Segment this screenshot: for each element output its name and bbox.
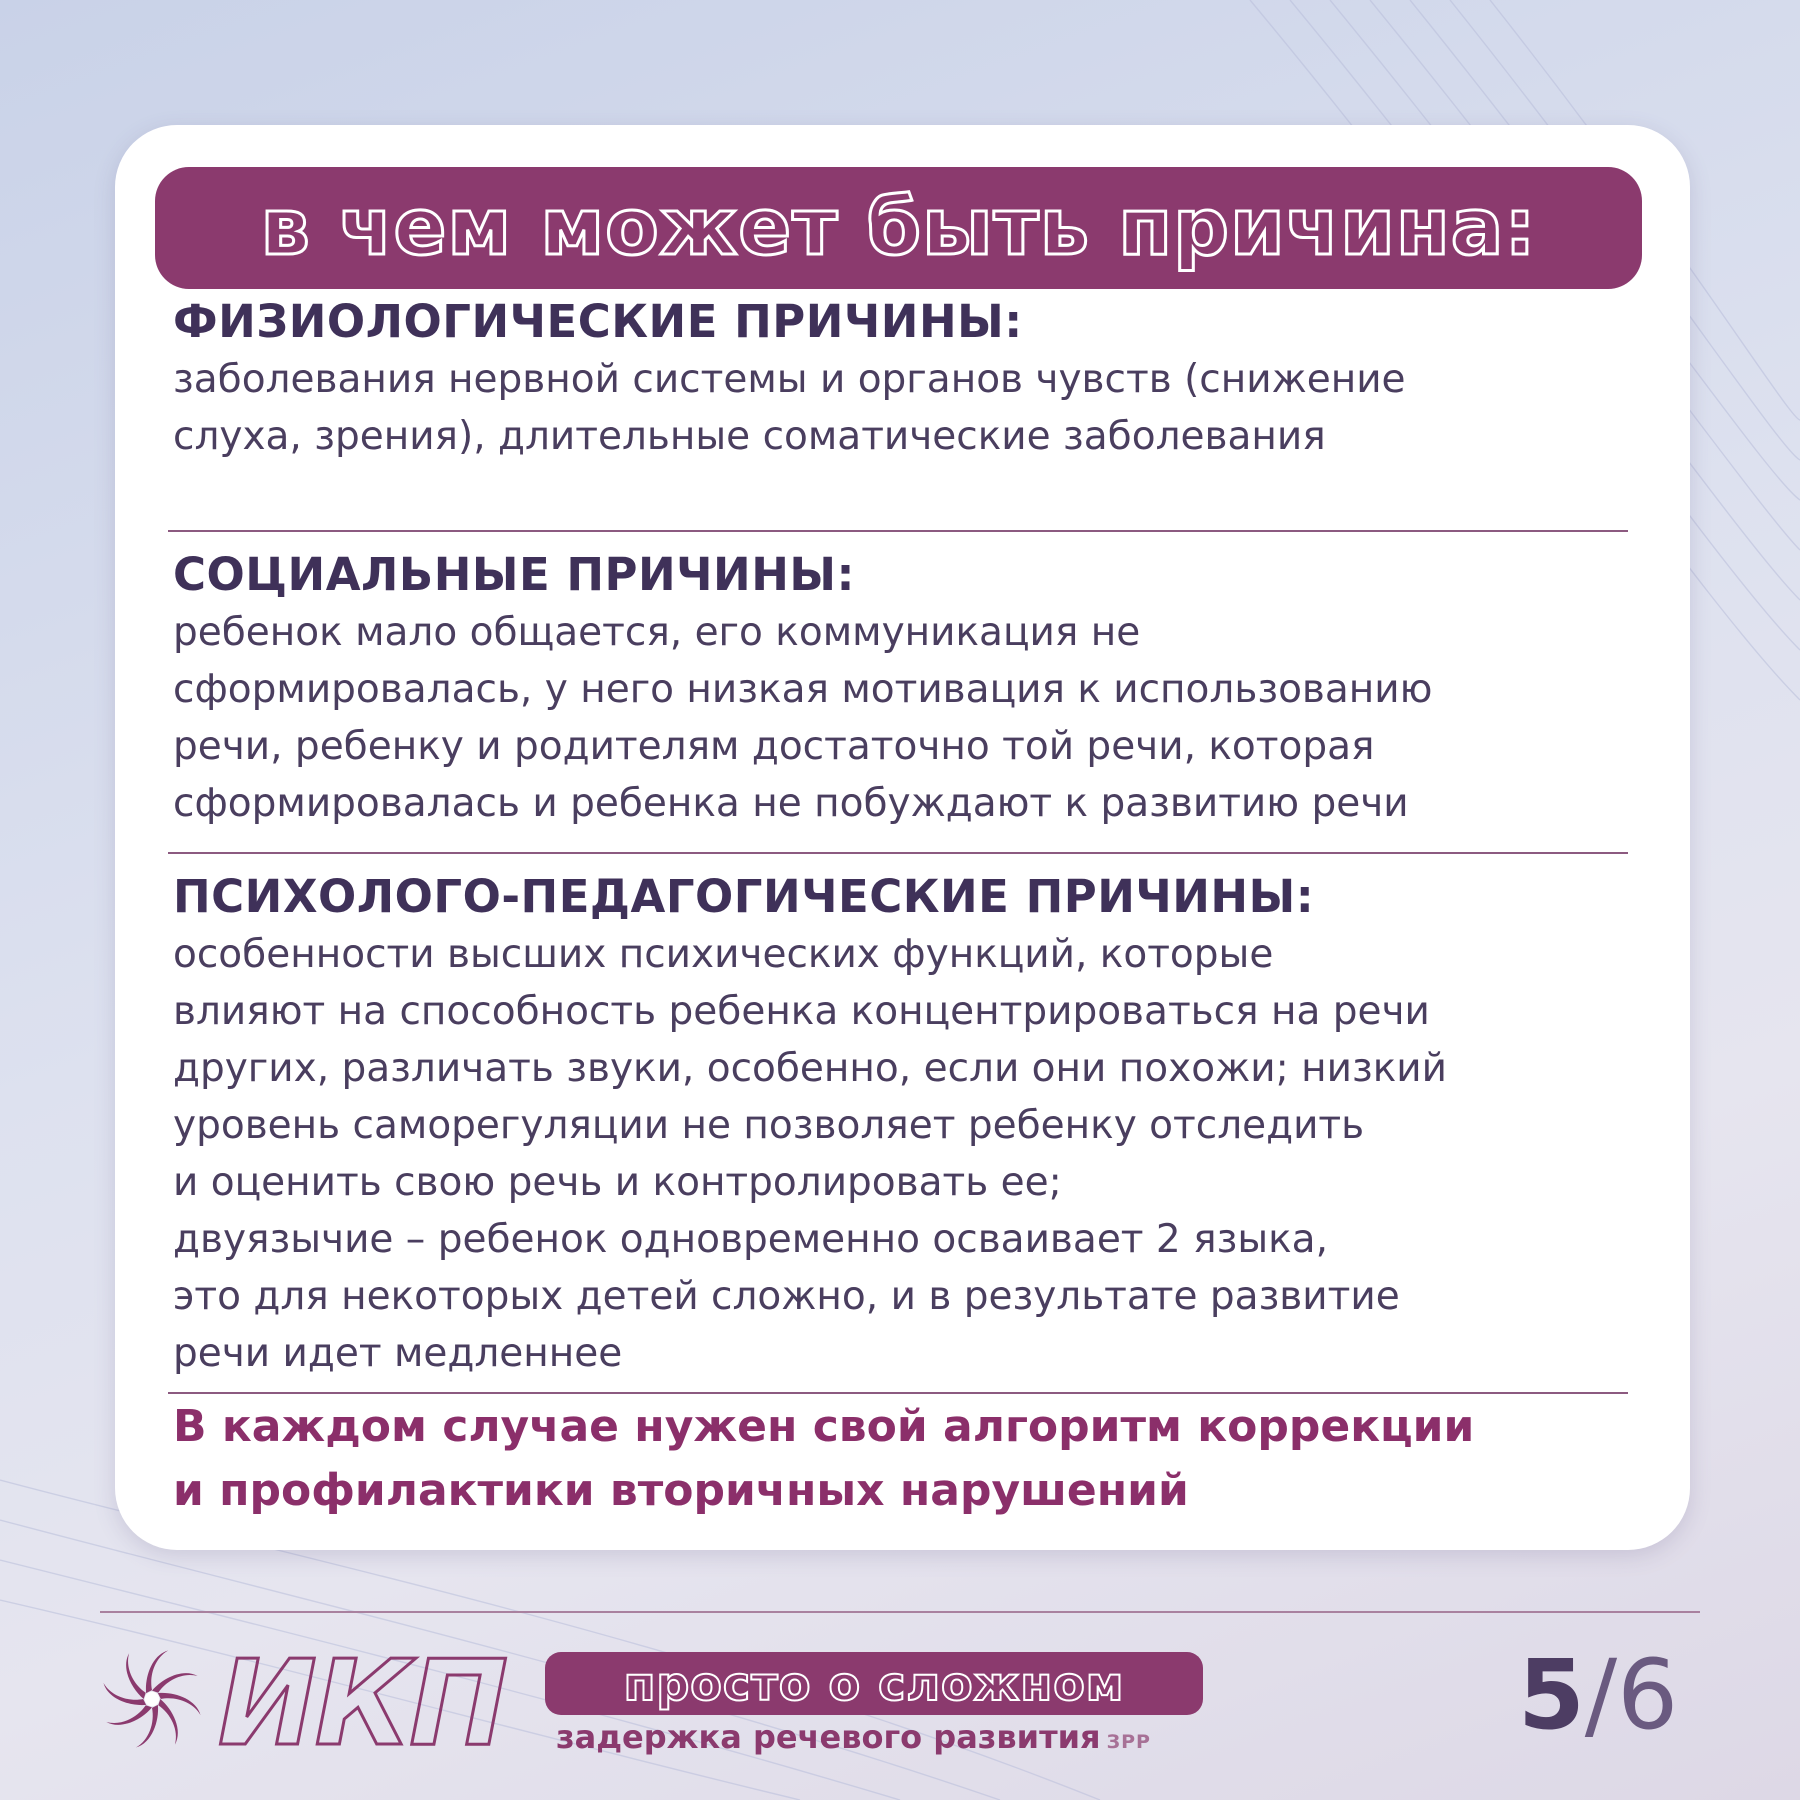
conclusion [173,1395,1643,1523]
section-line: двуязычие – ребенок одновременно осваивает 2 языка, [173,1217,1328,1262]
page-total: 6 [1617,1639,1679,1751]
section-divider [168,1392,1628,1394]
logo-wordmark: ИКП [218,1634,506,1772]
section-divider [168,852,1628,854]
section-line: уровень саморегуляции не позволяет ребенку отследить [173,1103,1365,1148]
section-line: заболевания нервной системы и органов чувств (снижение [173,357,1406,402]
footer-divider [100,1611,1700,1613]
section-body [173,604,1643,832]
section-heading: СОЦИАЛЬНЫЕ ПРИЧИНЫ: [173,548,855,601]
section-line: речи идет медленнее [173,1331,623,1376]
content-card [115,125,1690,1550]
section-line: влияют на способность ребенка концентрироваться на речи [173,989,1430,1034]
conclusion-line: и профилактики вторичных нарушений [173,1465,1189,1516]
section-line: сформировалась, у него низкая мотивация к использованию [173,667,1433,712]
title-banner [155,167,1642,289]
section-line: ребенок мало общается, его коммуникация не [173,610,1141,655]
section-physiological [173,293,1643,465]
slogan-text: просто о сложном [623,1656,1125,1711]
section-social [173,546,1643,832]
section-psych-pedagogical [173,868,1643,1382]
page-title: в чем может быть причина: [260,183,1537,273]
page-current: 5 [1518,1639,1585,1751]
section-line: речи, ребенку и родителям достаточно той речи, которая [173,724,1375,769]
section-line: это для некоторых детей сложно, и в результате развитие [173,1274,1400,1319]
topic-text: задержка речевого развития [556,1718,1101,1756]
section-body [173,351,1643,465]
topic-abbreviation: ЗРР [1106,1731,1151,1753]
conclusion-line: В каждом случае нужен свой алгоритм коррекции [173,1401,1475,1452]
section-heading: ПСИХОЛОГО-ПЕДАГОГИЧЕСКИЕ ПРИЧИНЫ: [173,870,1315,923]
section-line: и оценить свою речь и контролировать ее; [173,1160,1062,1205]
slogan-banner [545,1652,1203,1715]
section-line: сформировалась и ребенка не побуждают к развитию речи [173,781,1409,826]
section-line: слуха, зрения), длительные соматические заболевания [173,414,1326,459]
section-line: других, различать звуки, особенно, если они похожи; низкий [173,1046,1447,1091]
spiral-flower-icon [100,1647,204,1751]
section-body [173,926,1643,1382]
section-line: особенности высших психических функций, которые [173,932,1274,977]
page-indicator [1518,1640,1678,1750]
section-heading: ФИЗИОЛОГИЧЕСКИЕ ПРИЧИНЫ: [173,295,1023,348]
page-separator: / [1584,1639,1618,1751]
section-divider [168,530,1628,532]
topic-caption [556,1718,1151,1756]
